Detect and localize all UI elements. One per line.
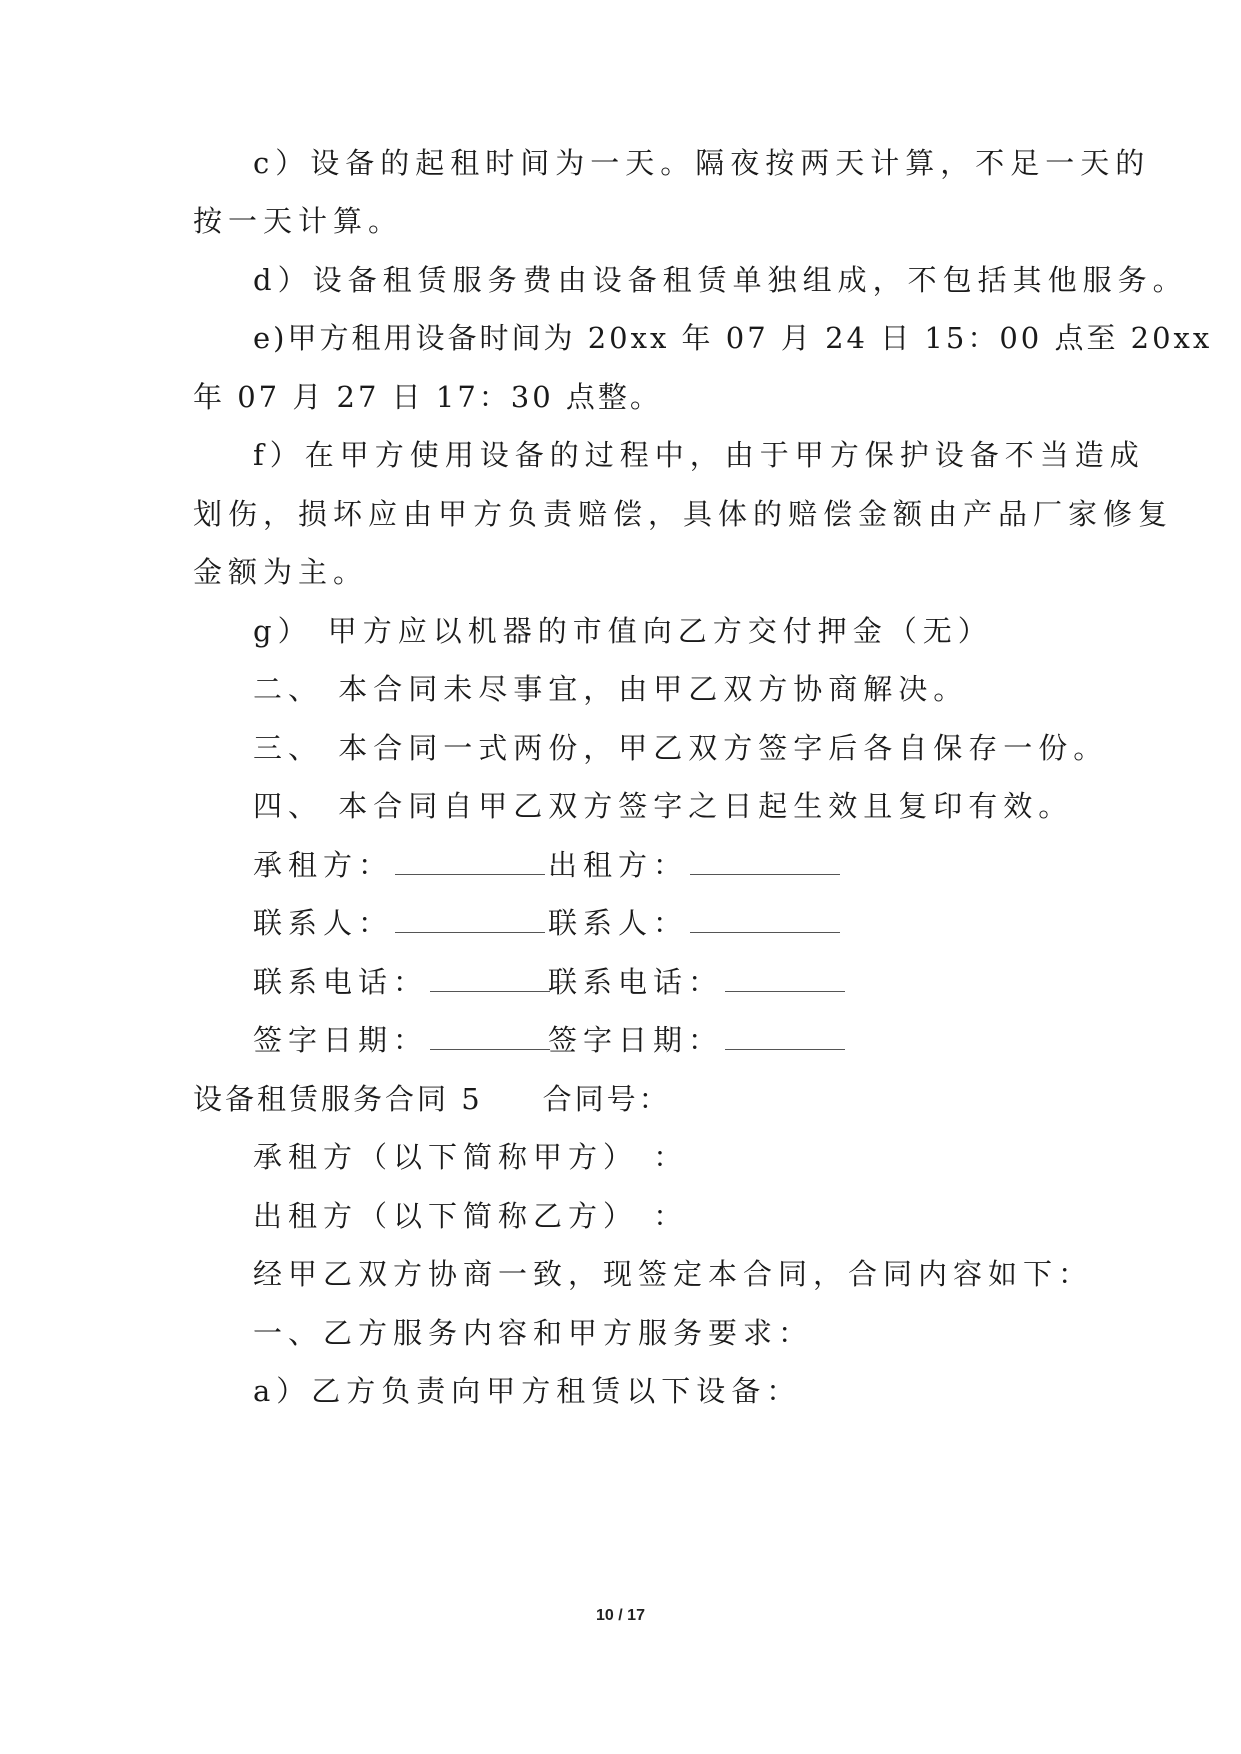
- contact-blank-right[interactable]: [690, 906, 840, 933]
- paragraph-f-line1: f）在甲方使用设备的过程中，由于甲方保护设备不当造成: [253, 438, 1145, 472]
- page-number: 10 / 17: [596, 1607, 645, 1624]
- paragraph-g: g） 甲方应以机器的市值向乙方交付押金（无）: [253, 614, 993, 648]
- contact-row-left: [253, 903, 545, 943]
- contract-number-label: 合同号：: [542, 1082, 671, 1116]
- contract5-title: 设备租赁服务合同 5: [193, 1082, 483, 1116]
- lessee-label: 承租方：: [253, 848, 394, 882]
- date-blank-right[interactable]: [725, 1023, 845, 1050]
- date-row-left: [253, 1020, 550, 1060]
- phone-blank-left[interactable]: [430, 965, 550, 992]
- phone-row-left: [253, 962, 550, 1002]
- paragraph-c-line1: c）设备的起租时间为一天。隔夜按两天计算，不足一天的: [253, 146, 1151, 180]
- paragraph-f-line3: 金额为主。: [193, 555, 369, 589]
- date-blank-left[interactable]: [430, 1023, 550, 1050]
- item-a: a）乙方负责向甲方租赁以下设备：: [253, 1374, 802, 1408]
- lessor-label: 出租方：: [548, 848, 689, 882]
- phone-label-right: 联系电话：: [548, 965, 724, 999]
- phone-row-right: [548, 962, 845, 1002]
- phone-blank-right[interactable]: [725, 965, 845, 992]
- clause-three: 三、 本合同一式两份，甲乙双方签字后各自保存一份。: [253, 731, 1109, 765]
- lessee-blank[interactable]: [395, 848, 545, 875]
- date-label-left: 签字日期：: [253, 1023, 429, 1057]
- contract5-intro: 经甲乙双方协商一致，现签定本合同，合同内容如下：: [253, 1257, 1094, 1291]
- paragraph-e-line2: 年 07 月 27 日 17：30 点整。: [193, 380, 662, 414]
- contract5-heading: [193, 1079, 671, 1119]
- phone-label-left: 联系电话：: [253, 965, 429, 999]
- lessee-signature-row: [253, 845, 545, 885]
- section-one-heading: 一、乙方服务内容和甲方服务要求：: [253, 1316, 814, 1350]
- date-row-right: [548, 1020, 845, 1060]
- lessor-blank[interactable]: [690, 848, 840, 875]
- party-a-line: 承租方（以下简称甲方） ：: [253, 1140, 689, 1174]
- date-label-right: 签字日期：: [548, 1023, 724, 1057]
- clause-two: 二、 本合同未尽事宜，由甲乙双方协商解决。: [253, 672, 969, 706]
- clause-four: 四、 本合同自甲乙双方签字之日起生效且复印有效。: [253, 789, 1074, 823]
- paragraph-e-line1: e)甲方租用设备时间为 20xx 年 07 月 24 日 15：00 点至 20xx: [253, 321, 1213, 355]
- party-b-line: 出租方（以下简称乙方） ：: [253, 1199, 689, 1233]
- lessor-signature-row: [548, 845, 840, 885]
- contact-label-right: 联系人：: [548, 906, 689, 940]
- paragraph-f-line2: 划伤，损坏应由甲方负责赔偿，具体的赔偿金额由产品厂家修复: [193, 497, 1174, 531]
- contact-row-right: [548, 903, 840, 943]
- contact-blank-left[interactable]: [395, 906, 545, 933]
- contact-label-left: 联系人：: [253, 906, 394, 940]
- paragraph-d: d）设备租赁服务费由设备租赁单独组成，不包括其他服务。: [253, 263, 1188, 297]
- paragraph-c-line2: 按一天计算。: [193, 204, 404, 238]
